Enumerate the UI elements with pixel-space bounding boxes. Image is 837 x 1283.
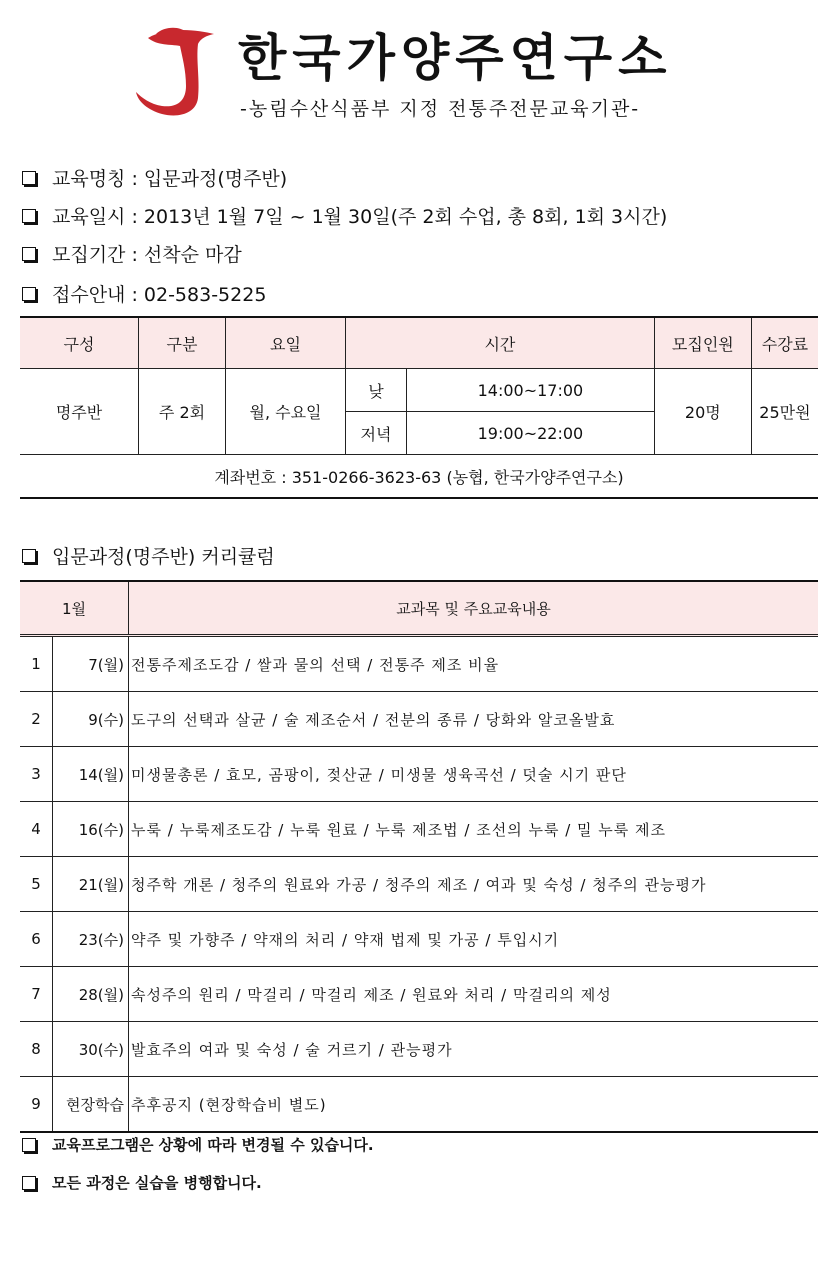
- row-number: 4: [20, 802, 53, 857]
- table-header-row: [20, 317, 818, 369]
- table-row: [20, 802, 818, 857]
- page-subtitle: -농림수산식품부 지정 전통주전문교육기관-: [240, 98, 641, 120]
- table-row: [20, 967, 818, 1022]
- course-cell: 명주반: [20, 369, 139, 455]
- row-content: 미생물총론 / 효모, 곰팡이, 젖산균 / 미생물 생육곡선 / 덧술 시기 판단: [129, 747, 819, 802]
- table-row: [20, 1077, 818, 1133]
- row-content: 누룩 / 누룩제조도감 / 누룩 원료 / 누룩 제조법 / 조선의 누룩 / 밀 누룩 제조: [129, 802, 819, 857]
- row-content: 속성주의 원리 / 막걸리 / 막걸리 제조 / 원료와 처리 / 막걸리의 제성: [129, 967, 819, 1022]
- info-text: 교육일시 : 2013년 1월 7일 ~ 1월 30일(주 2회 수업, 총 8회, 1회 3시간): [52, 206, 668, 228]
- info-text: 교육명칭 : 입문과정(명주반): [52, 168, 288, 190]
- checkbox-bullet-icon: [22, 171, 36, 185]
- row-content: 약주 및 가향주 / 약재의 처리 / 약재 법제 및 가공 / 투입시기: [129, 912, 819, 967]
- table-header-row: [20, 581, 818, 636]
- row-content: 도구의 선택과 살균 / 술 제조순서 / 전분의 종류 / 당화와 알코올발효: [129, 692, 819, 747]
- row-date: 7(월): [53, 636, 129, 692]
- column-header: 모집인원: [654, 317, 751, 369]
- row-date: 현장학습: [53, 1077, 129, 1133]
- row-date: 9(수): [53, 692, 129, 747]
- column-header: 1월: [20, 581, 129, 636]
- column-header: 교과목 및 주요교육내용: [129, 581, 819, 636]
- table-row: [20, 747, 818, 802]
- note-line: [22, 1172, 262, 1193]
- table-row: [20, 636, 818, 692]
- checkbox-bullet-icon: [22, 1176, 36, 1190]
- row-content: 발효주의 여과 및 숙성 / 술 거르기 / 관능평가: [129, 1022, 819, 1077]
- institute-logo: [128, 20, 228, 120]
- checkbox-bullet-icon: [22, 287, 36, 301]
- row-number: 6: [20, 912, 53, 967]
- table-row: [20, 692, 818, 747]
- row-content: 추후공지 (현장학습비 별도): [129, 1077, 819, 1133]
- info-line: [22, 240, 242, 267]
- frequency-cell: 주 2회: [139, 369, 226, 455]
- row-number: 1: [20, 636, 53, 692]
- slot-label-cell: 저녁: [346, 412, 407, 455]
- checkbox-bullet-icon: [22, 209, 36, 223]
- row-number: 9: [20, 1077, 53, 1133]
- column-header: 구성: [20, 317, 139, 369]
- note-text: 교육프로그램은 상황에 따라 변경될 수 있습니다.: [52, 1136, 374, 1154]
- row-number: 3: [20, 747, 53, 802]
- schedule-table: [20, 316, 818, 499]
- page-title: 한국가양주연구소: [238, 29, 673, 87]
- checkbox-bullet-icon: [22, 1138, 36, 1152]
- row-content: 전통주제조도감 / 쌀과 물의 선택 / 전통주 제조 비율: [129, 636, 819, 692]
- table-row: [20, 912, 818, 967]
- column-header: 요일: [226, 317, 346, 369]
- capacity-cell: 20명: [654, 369, 751, 455]
- days-cell: 월, 수요일: [226, 369, 346, 455]
- info-text: 접수안내 : 02-583-5225: [52, 284, 267, 306]
- row-date: 23(수): [53, 912, 129, 967]
- row-date: 21(월): [53, 857, 129, 912]
- checkbox-bullet-icon: [22, 549, 36, 563]
- row-number: 5: [20, 857, 53, 912]
- curriculum-title: [22, 542, 275, 569]
- column-header: 수강료: [751, 317, 818, 369]
- info-line: [22, 202, 667, 229]
- table-row: [20, 1022, 818, 1077]
- info-line: [22, 164, 287, 191]
- account-info: 계좌번호 : 351-0266-3623-63 (농협, 한국가양주연구소): [20, 455, 818, 499]
- account-row: [20, 455, 818, 499]
- table-row: [20, 369, 818, 412]
- row-date: 28(월): [53, 967, 129, 1022]
- row-content: 청주학 개론 / 청주의 원료와 가공 / 청주의 제조 / 여과 및 숙성 / 청주의 관능평가: [129, 857, 819, 912]
- slot-time-cell: 19:00~22:00: [407, 412, 655, 455]
- table-row: [20, 857, 818, 912]
- column-header: 시간: [346, 317, 655, 369]
- info-line: [22, 280, 266, 307]
- slot-label-cell: 낮: [346, 369, 407, 412]
- row-number: 2: [20, 692, 53, 747]
- row-date: 14(월): [53, 747, 129, 802]
- slot-time-cell: 14:00~17:00: [407, 369, 655, 412]
- curriculum-table: [20, 580, 818, 1133]
- curriculum-title-text: 입문과정(명주반) 커리큘럼: [52, 546, 275, 568]
- row-number: 7: [20, 967, 53, 1022]
- note-text: 모든 과정은 실습을 병행합니다.: [52, 1174, 262, 1192]
- row-number: 8: [20, 1022, 53, 1077]
- column-header: 구분: [139, 317, 226, 369]
- header: [0, 0, 837, 140]
- fee-cell: 25만원: [751, 369, 818, 455]
- row-date: 16(수): [53, 802, 129, 857]
- row-date: 30(수): [53, 1022, 129, 1077]
- info-text: 모집기간 : 선착순 마감: [52, 244, 242, 266]
- checkbox-bullet-icon: [22, 247, 36, 261]
- note-line: [22, 1134, 374, 1155]
